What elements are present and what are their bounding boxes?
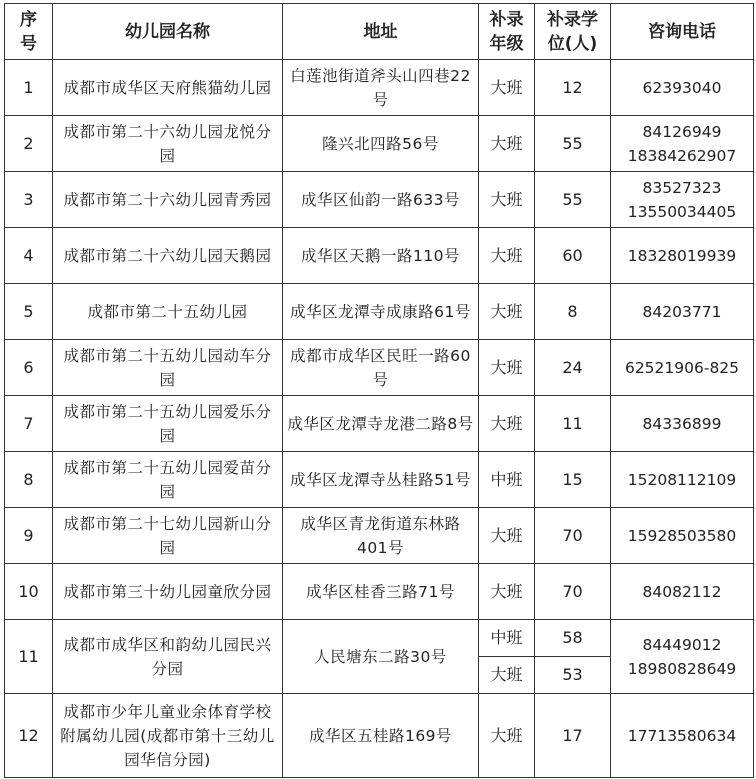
table-row [5,620,754,657]
cell-address: 成华区青龙街道东林路401号 [283,508,479,564]
cell-seats: 55 [535,172,611,228]
cell-phone: 18328019939 [611,228,754,284]
cell-seats: 11 [535,396,611,452]
header-seats: 补录学位(人) [535,4,611,60]
cell-address: 白莲池街道斧头山四巷22号 [283,60,479,116]
cell-seats: 24 [535,340,611,396]
cell-seats: 8 [535,284,611,340]
cell-grade: 大班 [479,340,535,396]
cell-grade: 大班 [479,228,535,284]
cell-grade: 大班 [479,694,535,778]
cell-no: 4 [5,228,53,284]
table-row [5,172,754,228]
cell-address: 成华区天鹅一路110号 [283,228,479,284]
cell-seats: 70 [535,564,611,620]
cell-address: 成华区龙潭寺成康路61号 [283,284,479,340]
cell-no: 2 [5,116,53,172]
header-grade: 补录年级 [479,4,535,60]
cell-seats: 17 [535,694,611,778]
cell-no: 8 [5,452,53,508]
cell-name: 成都市第二十五幼儿园动车分园 [53,340,283,396]
cell-address: 人民塘东二路30号 [283,620,479,694]
cell-phone: 17713580634 [611,694,754,778]
cell-grade: 大班 [479,657,535,694]
cell-name: 成都市第二十六幼儿园龙悦分园 [53,116,283,172]
cell-name: 成都市第二十六幼儿园青秀园 [53,172,283,228]
cell-name: 成都市成华区天府熊猫幼儿园 [53,60,283,116]
cell-name: 成都市第三十幼儿园童欣分园 [53,564,283,620]
table-row [5,564,754,620]
cell-phone: 15208112109 [611,452,754,508]
table-row [5,228,754,284]
cell-no: 7 [5,396,53,452]
cell-no: 12 [5,694,53,778]
cell-address: 成华区龙潭寺龙港二路8号 [283,396,479,452]
cell-name: 成都市少年儿童业余体育学校附属幼儿园(成都市第十三幼儿园华信分园) [53,694,283,778]
cell-grade: 大班 [479,116,535,172]
table-row [5,284,754,340]
cell-address: 成华区龙潭寺丛桂路51号 [283,452,479,508]
header-phone: 咨询电话 [611,4,754,60]
cell-grade: 大班 [479,172,535,228]
cell-address: 成华区五桂路169号 [283,694,479,778]
cell-no: 10 [5,564,53,620]
cell-no: 5 [5,284,53,340]
cell-address: 成都市成华区民旺一路60号 [283,340,479,396]
cell-phone: 62521906-825 [611,340,754,396]
table-row [5,452,754,508]
table-row [5,396,754,452]
cell-phone: 84449012 18980828649 [611,620,754,694]
cell-no: 6 [5,340,53,396]
cell-grade: 中班 [479,452,535,508]
cell-address: 隆兴北四路56号 [283,116,479,172]
table-header-row [5,4,754,60]
cell-grade: 大班 [479,508,535,564]
cell-seats: 55 [535,116,611,172]
cell-address: 成华区桂香三路71号 [283,564,479,620]
cell-phone: 84203771 [611,284,754,340]
cell-no: 1 [5,60,53,116]
table-row [5,60,754,116]
cell-seats: 53 [535,657,611,694]
cell-grade: 大班 [479,564,535,620]
header-no: 序号 [5,4,53,60]
cell-name: 成都市成华区和韵幼儿园民兴分园 [53,620,283,694]
cell-seats: 60 [535,228,611,284]
table-row [5,694,754,778]
cell-name: 成都市第二十五幼儿园 [53,284,283,340]
kindergarten-table [4,3,754,778]
cell-phone: 62393040 [611,60,754,116]
cell-phone: 15928503580 [611,508,754,564]
cell-seats: 12 [535,60,611,116]
cell-grade: 中班 [479,620,535,657]
table-row [5,340,754,396]
cell-name: 成都市第二十五幼儿园爱乐分园 [53,396,283,452]
table-row [5,508,754,564]
cell-phone: 84082112 [611,564,754,620]
cell-no: 3 [5,172,53,228]
cell-name: 成都市第二十五幼儿园爱苗分园 [53,452,283,508]
cell-grade: 大班 [479,284,535,340]
cell-phone: 84126949 18384262907 [611,116,754,172]
table-row [5,116,754,172]
header-address: 地址 [283,4,479,60]
cell-grade: 大班 [479,396,535,452]
table-body [5,60,754,620]
cell-seats: 15 [535,452,611,508]
cell-name: 成都市第二十七幼儿园新山分园 [53,508,283,564]
cell-phone: 83527323 13550034405 [611,172,754,228]
cell-no: 9 [5,508,53,564]
cell-seats: 70 [535,508,611,564]
cell-name: 成都市第二十六幼儿园天鹅园 [53,228,283,284]
cell-phone: 84336899 [611,396,754,452]
header-name: 幼儿园名称 [53,4,283,60]
cell-address: 成华区仙韵一路633号 [283,172,479,228]
cell-grade: 大班 [479,60,535,116]
cell-seats: 58 [535,620,611,657]
cell-no: 11 [5,620,53,694]
